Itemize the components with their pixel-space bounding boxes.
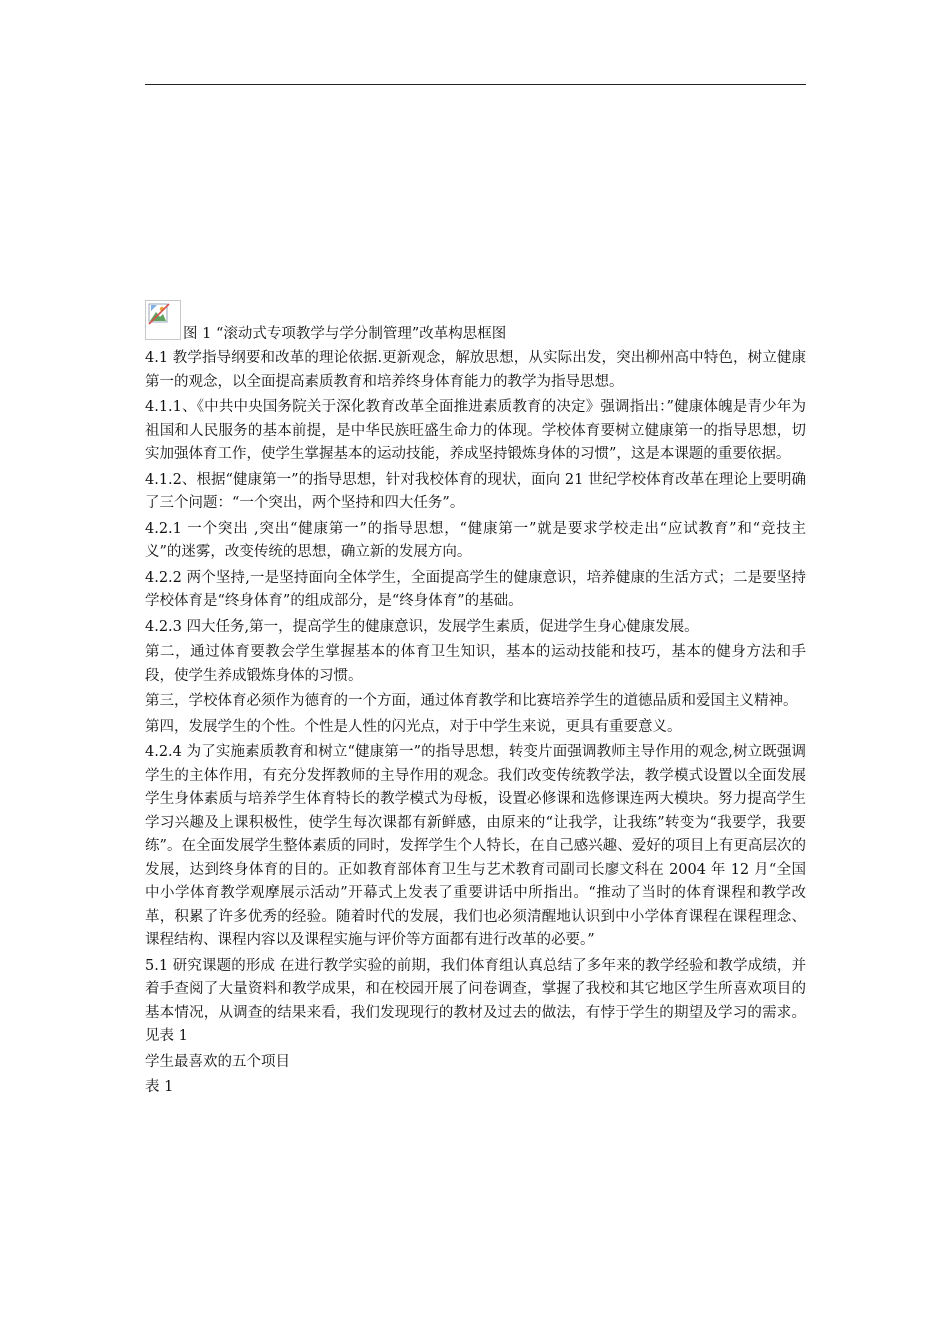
paragraph: 4.2.2 两个坚持,一是坚持面向全体学生，全面提高学生的健康意识，培养健康的生活方式；二是要坚持学校体育是“终身体育”的组成部分，是“终身体育”的基础。	[145, 569, 806, 609]
paragraph: 4.2.1 一个突出 ,突出“健康第一”的指导思想，“健康第一”就是要求学校走出“应试教育”和“竞技主义”的迷雾，改变传统的思想，确立新的发展方向。	[145, 520, 806, 560]
paragraph: 5.1 研究课题的形成 在进行教学实验的前期，我们体育组认真总结了多年来的教学经验和教学成绩，并着手查阅了大量资料和教学成果，和在校园开展了问卷调查，掌握了我校和其它地区学生所喜欢项目的基本情况，从调查的结果来看，我们发现现行的教材及过去的做法，有悖于学生的期望及学习的需求。见表 1	[145, 957, 806, 1044]
figure-caption: 图 1 “滚动式专项教学与学分制管理”改革构思框图	[183, 326, 507, 342]
paragraph: 4.1.1、《中共中央国务院关于深化教育改革全面推进素质教育的决定》强调指出：”健康体魄是青少年为祖国和人民服务的基本前提，是中华民族旺盛生命力的体现。学校体育要树立健康第一的指导思想，切实加强体育工作，使学生掌握基本的运动技能，养成坚持锻炼身体的习惯”，这是本课题的重要依据。	[145, 399, 806, 462]
paragraph: 4.2.4 为了实施素质教育和树立“健康第一”的指导思想，转变片面强调教师主导作用的观念,树立既强调学生的主体作用，有充分发挥教师的主导作用的观念。我们改变传统教学法，教学模式设置以全面发展学生身体素质与培养学生体育特长的教学模式为母板，设置必修课和选修课连两大模块。努力提高学生学习兴趣及上课积极性，使学生每次课都有新鲜感，由原来的“让我学，让我练”转变为“我要学，我要练”。在全面发展学生整体素质的同时，发挥学生个人特长，在自己感兴趣、爱好的项目上有更高层次的发展，达到终身体育的目的。正如教育部体育卫生与艺术教育司副司长廖文科在 2004 年 12 月“全国中小学体育教学观摩展示活动”开幕式上发表了重要讲话中所指出。“推动了当时的体育课程和教学改革，积累了许多优秀的经验。随着时代的发展，我们也必须清醒地认识到中小学体育课程在课程理念、课程结构、课程内容以及课程实施与评价等方面都有进行改革的必要。”	[145, 744, 806, 948]
broken-image-icon	[145, 300, 181, 340]
paragraph: 第二，通过体育要教会学生掌握基本的体育卫生知识，基本的运动技能和技巧，基本的健身方法和手段，使学生养成锻炼身体的习惯。	[145, 644, 806, 684]
paragraph: 第三，学校体育必须作为德育的一个方面，通过体育教学和比赛培养学生的道德品质和爱国主义精神。	[145, 693, 798, 709]
paragraph: 4.1 教学指导纲要和改革的理论依据.更新观念，解放思想，从实际出发，突出柳州高中特色，树立健康第一的观念，以全面提高素质教育和培养终身体育能力的教学为指导思想。	[145, 350, 806, 390]
figure-block	[145, 300, 806, 346]
table-label: 表 1	[145, 1079, 174, 1095]
body-text	[145, 347, 806, 1102]
table-title: 学生最喜欢的五个项目	[145, 1053, 290, 1070]
paragraph: 第四，发展学生的个性。个性是人性的闪光点，对于中学生来说，更具有重要意义。	[145, 718, 682, 735]
paragraph: 4.1.2、根据“健康第一”的指导思想，针对我校体育的现状，面向 21 世纪学校体育改革在理论上要明确了三个问题：“一个突出，两个坚持和四大任务”。	[145, 471, 806, 511]
paragraph: 4.2.3 四大任务,第一，提高学生的健康意识，发展学生素质，促进学生身心健康发展。	[145, 618, 699, 635]
header-rule	[145, 84, 806, 85]
broken-image-glyph	[148, 303, 170, 325]
